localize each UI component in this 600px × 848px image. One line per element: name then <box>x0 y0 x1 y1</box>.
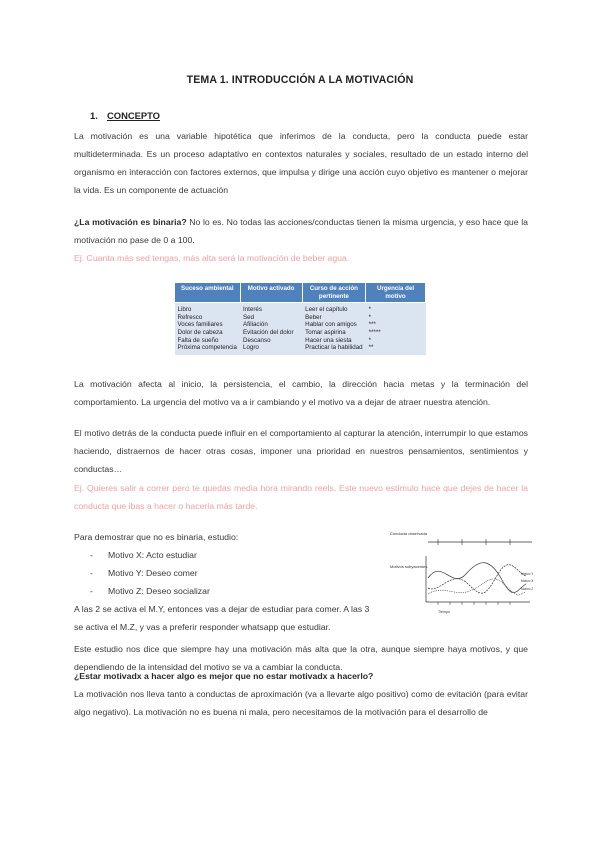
cell-line: Descanso <box>243 336 271 344</box>
motives-graph <box>390 528 536 618</box>
question-binary: ¿La motivación es binaria? <box>74 217 187 227</box>
motives-list <box>90 546 210 600</box>
graph-series-label: Motivo Z <box>521 587 534 591</box>
list-dash: - <box>90 568 93 578</box>
table-header: Curso de acción pertinente <box>302 283 365 303</box>
table-cell-accion <box>302 303 365 355</box>
paragraph-binary-question <box>74 213 528 249</box>
graph-label-mid: Motivos subyacentes <box>390 564 428 569</box>
question-motivated-text: ¿Estar motivadx a hacer algo es mejor que no estar motivadx a hacerlo? <box>74 671 374 681</box>
paragraph-definition: La motivación es una variable hipotética que inferimos de la conducta, pero la conducta puede estar multideterminada. Es un proceso adaptativo en contextos naturales y sociales, resultado de un estado interno del organismo en interacción con factores externos, que impulsa y dirige una acción cuyo objetivo es mantener o mejorar la vida. Es un componente de actuación <box>74 131 528 195</box>
list-dash: - <box>90 550 93 560</box>
list-item <box>90 546 210 564</box>
table-cell-motivo <box>240 303 302 355</box>
table-header: Motivo activado <box>240 283 302 303</box>
paragraph-study-line2: se activa el M.Z, y vas a preferir responder whatsapp que estudiar. <box>74 622 331 632</box>
cell-line: Sed <box>243 313 255 321</box>
paragraph-study-line1: A las 2 se activa el M.Y, entonces vas a dejar de estudiar para comer. A las 3 <box>74 604 370 614</box>
list-item-text: Motivo X: Acto estudiar <box>108 550 197 560</box>
table-header: Suceso ambiental <box>175 283 241 303</box>
table-cell-urgencia <box>366 303 426 355</box>
cell-line: ***** <box>368 328 381 336</box>
list-item-text: Motivo Z: Deseo socializar <box>108 586 210 596</box>
cell-line: * <box>368 313 372 321</box>
cell-line: Interés <box>243 306 262 314</box>
example-reels: Ej. Quieres salir a correr pero te quedas media hora mirando reels. Este nuevo estímulo hace que dejes de hacer la conducta que ibas a hacer o hacerla más tarde. <box>74 483 528 511</box>
section-heading <box>90 110 160 121</box>
cell-line: Leer el capítulo <box>305 306 348 314</box>
paragraph-study-conclusion: Este estudio nos dice que siempre hay una motivación más alta que la otra, aunque siempre haya motivos, y que dependiendo de la intensidad del motivo se va a cambiar la conducta. <box>74 644 528 672</box>
paragraph-approach-avoidance: La motivación nos lleva tanto a conductas de aproximación (va a llevarte algo positivo) como de evitación (para evitar algo negativo). La motivación no es buena ni mala, pero necesitamos de la motivación para el desarrollo de <box>74 689 528 717</box>
graph-series-z <box>428 579 526 595</box>
question-motivated <box>74 667 528 685</box>
graph-series-y <box>428 565 526 593</box>
graph-x-label: Tiempo <box>438 610 450 614</box>
graph-label-top: Conducta observada <box>390 531 427 536</box>
cell-line: Logro <box>243 344 259 352</box>
section-label: CONCEPTO <box>107 110 160 121</box>
graph-series-x <box>428 563 526 593</box>
cell-line: Libro <box>177 306 192 314</box>
paragraph-motive-behind: El motivo detrás de la conducta puede influir en el comportamiento al capturar la atención, interrumpir lo que estamos haciendo, distraernos de hacer otras cosas, imponer una prioridad en nuestros pensamientos, sentimientos y conductas… <box>74 428 528 474</box>
table-row <box>175 303 426 355</box>
motives-table <box>174 282 426 355</box>
cell-line: Refresco <box>177 313 203 321</box>
table-cell-suceso <box>175 303 241 355</box>
cell-line: *** <box>368 321 376 329</box>
cell-line: Practicar la habilidad <box>305 344 363 352</box>
list-item <box>90 582 210 600</box>
cell-line: Próxima competencia <box>177 344 237 352</box>
cell-line: Afiliación <box>243 321 268 329</box>
cell-line: Evitación del dolor <box>243 328 294 336</box>
cell-line: ** <box>368 344 374 352</box>
paragraph-motivation-effects: La motivación afecta al inicio, la persistencia, el cambio, la dirección hacia metas y la terminación del comportamiento. La urgencia del motivo va a ir cambiando y el motivo va a dejar de atraer nuestra atención. <box>74 379 528 407</box>
cell-line: Hacer una siesta <box>305 336 352 344</box>
graph-series-label: Motivo X <box>521 579 534 583</box>
graph-series-label: Motivo Y <box>521 572 534 576</box>
cell-line: Hablar con amigos <box>305 321 357 329</box>
cell-line: * <box>368 336 372 344</box>
cell-line: * <box>368 306 372 314</box>
cell-line: Voces familiares <box>177 321 223 329</box>
cell-line: Tomar aspirina <box>305 328 346 336</box>
study-intro: Para demostrar que no es binaria, estudio: <box>74 532 239 542</box>
cell-line: Falta de sueño <box>177 336 219 344</box>
list-item <box>90 564 210 582</box>
example-thirst: Ej. Cuanta más sed tengas, más alta será la motivación de beber agua. <box>74 253 350 263</box>
answer-binary: No lo es. No todas las acciones/conductas tienen la misma urgencia, y eso hace que la motivación no pase de 0 a 100. <box>74 217 528 245</box>
cell-line: Beber <box>305 313 322 321</box>
list-dash: - <box>90 586 93 596</box>
cell-line: Dolor de cabeza <box>177 328 223 336</box>
table-header-row <box>175 283 426 303</box>
page-title: TEMA 1. INTRODUCCIÓN A LA MOTIVACIÓN <box>186 74 414 86</box>
table-header: Urgencia del motivo <box>366 283 426 303</box>
section-number: 1. <box>90 110 98 121</box>
list-item-text: Motivo Y: Deseo comer <box>108 568 198 578</box>
